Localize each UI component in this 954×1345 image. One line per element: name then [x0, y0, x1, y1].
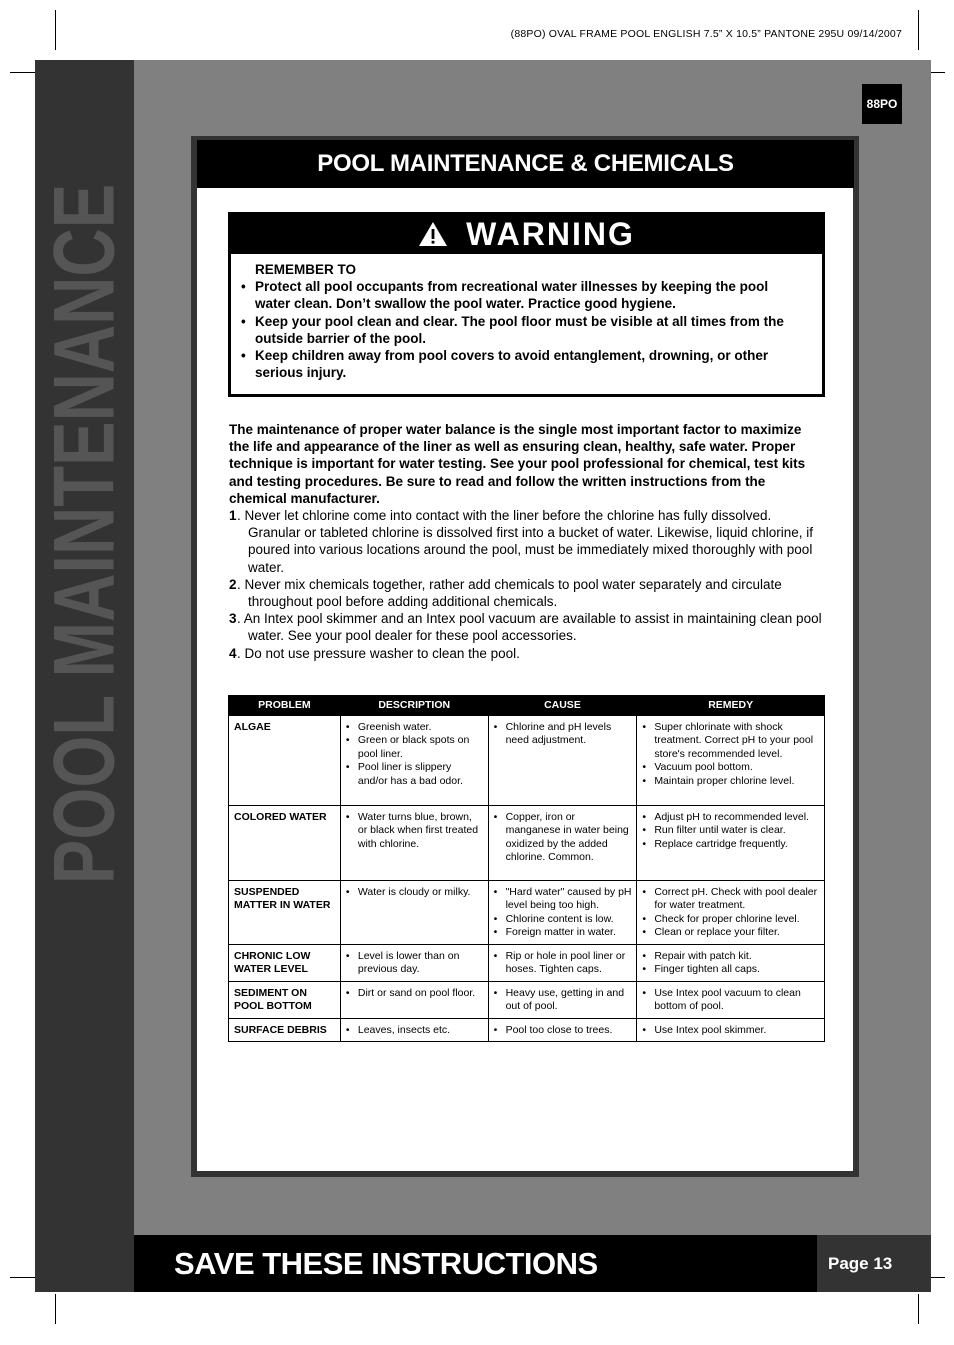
cause-list — [494, 721, 633, 748]
remedy-item: • Correct pH. Check with pool dealer for water treatment. — [642, 886, 820, 913]
side-title: POOL MAINTENANCE — [36, 183, 132, 885]
problem-cell: SUSPENDED MATTER IN WATER — [229, 881, 341, 945]
step-number: 2 — [229, 576, 237, 592]
step-number: 1 — [229, 508, 237, 524]
cause-cell — [488, 806, 637, 881]
description-item: • Leaves, insects etc. — [346, 1024, 484, 1037]
cause-item: • "Hard water" caused by pH level being too high. — [494, 886, 633, 913]
step-item — [229, 507, 825, 576]
description-item: • Greenish water. — [346, 721, 484, 734]
table-row — [229, 981, 825, 1018]
warning-title: WARNING — [466, 215, 635, 252]
cause-item: • Foreign matter in water. — [494, 926, 633, 939]
troubleshooting-table — [228, 695, 825, 1042]
remedy-item: • Maintain proper chlorine level. — [642, 775, 820, 788]
crop-mark — [918, 10, 919, 50]
remedy-list — [642, 1024, 820, 1037]
problem-cell: ALGAE — [229, 716, 341, 806]
cause-list — [494, 1024, 633, 1037]
problem-cell: SURFACE DEBRIS — [229, 1018, 341, 1041]
remedy-cell — [637, 806, 825, 881]
description-list — [346, 886, 484, 899]
step-number: 4 — [229, 645, 237, 661]
description-list — [346, 987, 484, 1000]
cause-list — [494, 987, 633, 1014]
warning-item: • Protect all pool occupants from recreational water illnesses by keeping the pool water clean. Don’t swallow the pool water. Practice good hygiene. — [241, 278, 804, 312]
problem-cell: COLORED WATER — [229, 806, 341, 881]
section-title: POOL MAINTENANCE & CHEMICALS — [197, 140, 854, 188]
cause-item: • Rip or hole in pool liner or hoses. Tighten caps. — [494, 950, 633, 977]
warning-header — [230, 214, 823, 254]
step-number: 3 — [229, 611, 237, 627]
description-item: • Green or black spots on pool liner. — [346, 734, 484, 761]
description-list — [346, 811, 484, 851]
cause-item: • Copper, iron or manganese in water being oxidized by the added chlorine. Common. — [494, 811, 633, 865]
cause-item: • Pool too close to trees. — [494, 1024, 633, 1037]
remedy-list — [642, 811, 820, 851]
footer-banner — [134, 1235, 817, 1292]
remedy-list — [642, 721, 820, 788]
step-text: . Never let chlorine come into contact with the liner before the chlorine has fully dissolved. Granular or tableted chlorine is dissolved first into a bucket of water. Likewise, liquid chlorine, if poured into various locations around the pool, must be immediately mixed thoroughly with pool water. — [237, 508, 814, 575]
column-header: PROBLEM — [229, 696, 341, 716]
page-number: Page 13 — [817, 1235, 931, 1292]
crop-mark — [918, 1294, 919, 1324]
description-cell — [340, 881, 488, 945]
step-item — [229, 610, 825, 644]
table-row — [229, 1018, 825, 1041]
step-text: . Do not use pressure washer to clean the pool. — [237, 645, 520, 661]
cause-list — [494, 811, 633, 865]
cause-list — [494, 950, 633, 977]
table-row — [229, 881, 825, 945]
description-cell — [340, 716, 488, 806]
description-list — [346, 950, 484, 977]
steps-list — [229, 507, 825, 662]
description-cell — [340, 1018, 488, 1041]
description-item: • Water turns blue, brown, or black when first treated with chlorine. — [346, 811, 484, 851]
remedy-cell — [637, 981, 825, 1018]
remedy-cell — [637, 716, 825, 806]
warning-triangle-icon — [418, 221, 448, 247]
step-text: . Never mix chemicals together, rather add chemicals to pool water separately and circulate throughout pool before adding additional chemicals. — [237, 576, 782, 610]
model-tag: 88PO — [862, 84, 902, 124]
description-cell — [340, 981, 488, 1018]
footer-title: SAVE THESE INSTRUCTIONS — [174, 1245, 598, 1281]
maintenance-intro — [229, 421, 825, 662]
warning-list — [241, 278, 804, 381]
remedy-cell — [637, 945, 825, 982]
remedy-item: • Adjust pH to recommended level. — [642, 811, 820, 824]
remedy-item: • Clean or replace your filter. — [642, 926, 820, 939]
cause-cell — [488, 716, 637, 806]
column-header: CAUSE — [488, 696, 637, 716]
description-cell — [340, 945, 488, 982]
print-slug: (88PO) OVAL FRAME POOL ENGLISH 7.5” X 10.5” PANTONE 295U 09/14/2007 — [510, 28, 902, 40]
table-row — [229, 716, 825, 806]
problem-cell: SEDIMENT ON POOL BOTTOM — [229, 981, 341, 1018]
step-item — [229, 645, 825, 662]
remedy-list — [642, 987, 820, 1014]
description-list — [346, 721, 484, 788]
warning-body — [231, 253, 822, 381]
remedy-cell — [637, 1018, 825, 1041]
remedy-cell — [637, 881, 825, 945]
description-item: • Pool liner is slippery and/or has a bad odor. — [346, 761, 484, 788]
cause-cell — [488, 881, 637, 945]
remedy-item: • Finger tighten all caps. — [642, 963, 820, 976]
remedy-item: • Check for proper chlorine level. — [642, 913, 820, 926]
cause-cell — [488, 1018, 637, 1041]
remedy-item: • Use Intex pool skimmer. — [642, 1024, 820, 1037]
description-list — [346, 1024, 484, 1037]
description-item: • Water is cloudy or milky. — [346, 886, 484, 899]
table-body — [229, 716, 825, 1042]
description-cell — [340, 806, 488, 881]
intro-lead: The maintenance of proper water balance is the single most important factor to maximize the life and appearance of the liner as well as ensuring clean, healthy, safe water. Proper technique is important for water testing. See your pool professional for chemical, test kits and testing procedures. Be sure to read and follow the written instructions from the chemical manufacturer. — [229, 422, 806, 506]
description-item: • Dirt or sand on pool floor. — [346, 987, 484, 1000]
remedy-item: • Replace cartridge frequently. — [642, 838, 820, 851]
column-header: REMEDY — [637, 696, 825, 716]
side-bar — [35, 60, 134, 1292]
remedy-item: • Repair with patch kit. — [642, 950, 820, 963]
remedy-list — [642, 950, 820, 977]
warning-heading: REMEMBER TO — [255, 262, 357, 277]
warning-item: • Keep your pool clean and clear. The pool floor must be visible at all times from the outside barrier of the pool. — [241, 313, 804, 347]
column-header: DESCRIPTION — [340, 696, 488, 716]
description-item: • Level is lower than on previous day. — [346, 950, 484, 977]
table-row — [229, 806, 825, 881]
warning-item: • Keep children away from pool covers to avoid entanglement, drowning, or other serious injury. — [241, 347, 804, 381]
remedy-item: • Super chlorinate with shock treatment. Correct pH to your pool store's recommended level. — [642, 721, 820, 761]
crop-mark — [55, 10, 56, 50]
crop-mark — [55, 1294, 56, 1324]
remedy-item: • Use Intex pool vacuum to clean bottom of pool. — [642, 987, 820, 1014]
cause-cell — [488, 981, 637, 1018]
remedy-list — [642, 886, 820, 940]
remedy-item: • Vacuum pool bottom. — [642, 761, 820, 774]
warning-box — [228, 212, 825, 397]
cause-item: • Chlorine and pH levels need adjustment. — [494, 721, 633, 748]
cause-cell — [488, 945, 637, 982]
step-item — [229, 576, 825, 610]
table-header-row — [229, 696, 825, 716]
cause-item: • Heavy use, getting in and out of pool. — [494, 987, 633, 1014]
remedy-item: • Run filter until water is clear. — [642, 824, 820, 837]
cause-list — [494, 886, 633, 940]
cause-item: • Chlorine content is low. — [494, 913, 633, 926]
step-text: . An Intex pool skimmer and an Intex pool vacuum are available to assist in maintaining clean pool water. See your pool dealer for these pool accessories. — [237, 611, 822, 644]
problem-cell: CHRONIC LOW WATER LEVEL — [229, 945, 341, 982]
table-row — [229, 945, 825, 982]
